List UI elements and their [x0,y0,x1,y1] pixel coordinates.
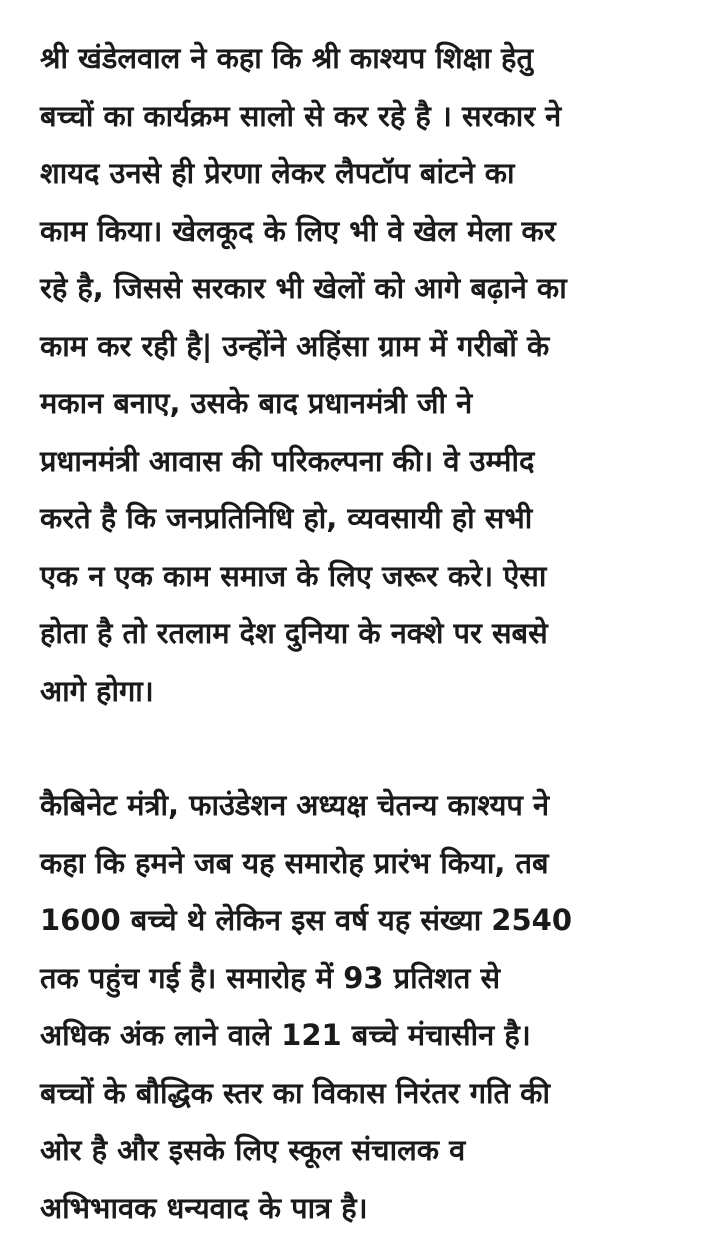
text-line: एक न एक काम समाज के लिए जरूर करे। ऐसा [40,558,547,593]
text-line: शायद उनसे ही प्रेरणा लेकर लैपटॉप बांटने का [40,156,515,190]
paragraph-kashyap-quote [40,777,680,1237]
text-line: तक पहुंच गई है। समारोह में 93 प्रतिशत से [40,960,501,995]
text-line: प्रधानमंत्री आवास की परिकल्पना की। वे उम्मीद [40,443,535,478]
text-line: अधिक अंक लाने वाले 121 बच्चे मंचासीन है। [40,1018,531,1052]
text-line: काम किया। खेलकूद के लिए भी वे खेल मेला कर [40,213,556,248]
article-body [40,30,680,1237]
paragraph-khandelwal-quote [40,30,680,720]
text-line: अभिभावक धन्यवाद के पात्र है। [40,1190,368,1225]
text-line: श्री खंडेलवाल ने कहा कि श्री काश्यप शिक्षा हेतु [40,41,533,75]
text-line: 1600 बच्चे थे लेकिन इस वर्ष यह संख्या 2540 [40,903,573,937]
text-line: कहा कि हमने जब यह समारोह प्रारंभ किया, तब [40,845,549,880]
text-line: काम कर रही है| उन्होंने अहिंसा ग्राम में गरीबों के [40,328,550,363]
text-line: मकान बनाए, उसके बाद प्रधानमंत्री जी ने [40,386,473,420]
text-line: होता है तो रतलाम देश दुनिया के नक्शे पर सबसे [40,616,548,650]
text-line: आगे होगा। [40,673,154,708]
text-line: करते है कि जनप्रतिनिधि हो, व्यवसायी हो सभी [40,501,533,535]
text-line: कैबिनेट मंत्री, फाउंडेशन अध्यक्ष चेतन्य काश्यप ने [40,788,550,822]
text-line: ओर है और इसके लिए स्कूल संचालक व [40,1133,466,1167]
text-line: बच्चों का कार्यक्रम सालो से कर रहे है । सरकार ने [40,98,562,133]
text-line: बच्चों के बौद्धिक स्तर का विकास निरंतर गति की [40,1075,550,1110]
text-line: रहे है, जिससे सरकार भी खेलों को आगे बढ़ाने का [40,271,567,305]
